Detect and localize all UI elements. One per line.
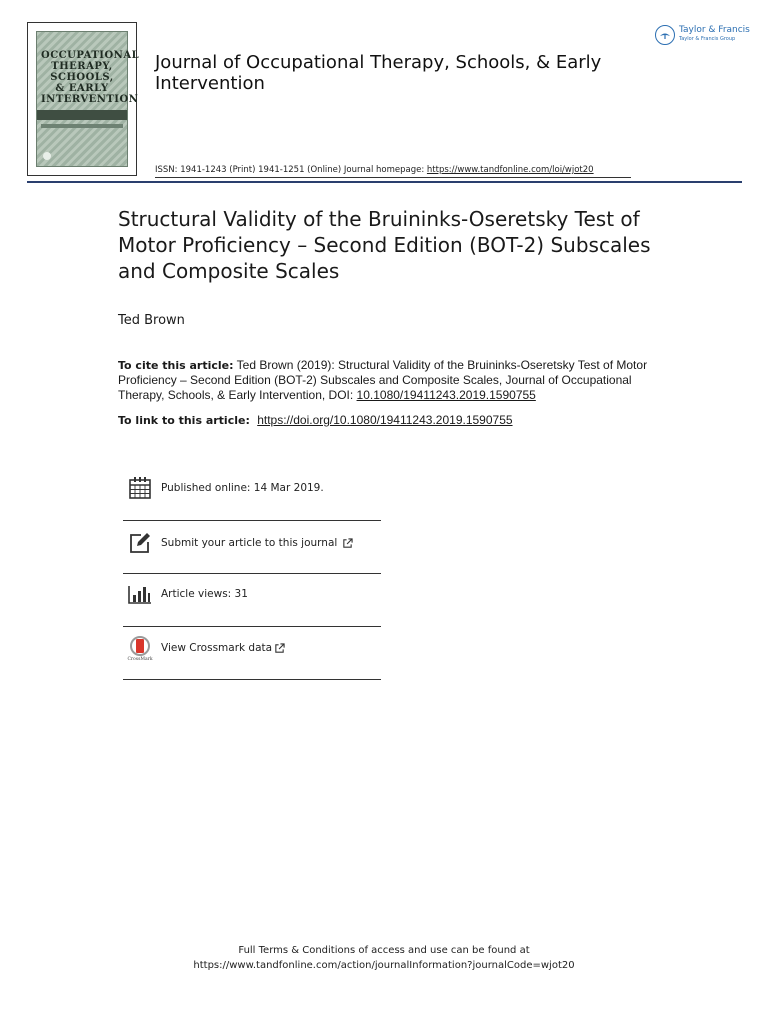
issn-text: ISSN: 1941-1243 (Print) 1941-1251 (Online) Journal homepage: (155, 165, 425, 175)
external-link-icon (274, 643, 285, 654)
info-divider (123, 679, 381, 680)
cover-artwork (36, 31, 140, 167)
published-online-row (123, 468, 381, 508)
publisher-name: Taylor & Francis (679, 25, 750, 35)
article-title: Structural Validity of the Bruininks-Oseretsky Test of Motor Proficiency – Second Edition (BOT-2) Subscales and Composite Scales (118, 207, 651, 283)
cover-publisher-logo (43, 152, 51, 160)
footer-line-1: Full Terms & Conditions of access and use can be found at (238, 945, 530, 956)
citation-block (118, 358, 678, 403)
cover-tagline (41, 124, 123, 128)
article-link-row (118, 413, 513, 427)
publisher-group: Taylor & Francis Group (679, 36, 736, 42)
citation-text: Ted Brown (2019): Structural Validity of the Bruininks-Oseretsky Test of Motor Proficiency – Second Edition (BOT-2) Subscales and Composite Scales, Journal of Occupational Therapy, Schools, & Early Intervention, DOI: (118, 358, 648, 402)
citation-doi-link[interactable]: 10.1080/19411243.2019.1590755 (356, 388, 536, 402)
bar-chart-icon (127, 581, 153, 607)
header-divider-thin (155, 177, 631, 178)
footer-terms-link[interactable]: https://www.tandfonline.com/action/journalInformation?journalCode=wjot20 (193, 960, 575, 971)
crossmark-row[interactable] (123, 628, 381, 668)
issn-line (155, 165, 594, 175)
header-divider (27, 181, 742, 183)
info-divider (123, 520, 381, 521)
publisher-logo-icon (655, 25, 675, 45)
cover-title: OCCUPATIONAL THERAPY, SCHOOLS, & EARLY INTERVENTION (41, 50, 140, 105)
external-link-icon (342, 538, 353, 549)
crossmark-icon (127, 635, 153, 661)
submit-article-text: Submit your article to this journal (161, 537, 338, 549)
footer-terms (0, 943, 768, 973)
journal-title: Journal of Occupational Therapy, Schools, & Early Intervention (155, 52, 602, 94)
citation-label: To cite this article: (118, 359, 234, 372)
submit-article-row[interactable] (123, 523, 381, 563)
journal-homepage-link[interactable]: https://www.tandfonline.com/loi/wjot20 (426, 165, 594, 175)
article-views-text: Article views: 31 (161, 588, 248, 600)
cover-band (37, 110, 127, 120)
svg-text:CrossMark: CrossMark (127, 657, 153, 661)
published-online-text: Published online: 14 Mar 2019. (161, 482, 324, 494)
article-author: Ted Brown (118, 313, 185, 328)
publisher-logo[interactable] (655, 22, 755, 48)
calendar-icon (127, 475, 153, 501)
crossmark-text: View Crossmark data (161, 642, 273, 654)
article-doi-link[interactable]: https://doi.org/10.1080/19411243.2019.1590755 (257, 413, 513, 427)
article-views-row (123, 574, 381, 614)
journal-cover-image (27, 22, 140, 176)
edit-icon (127, 530, 153, 556)
info-divider (123, 626, 381, 627)
article-link-label: To link to this article: (118, 414, 250, 427)
